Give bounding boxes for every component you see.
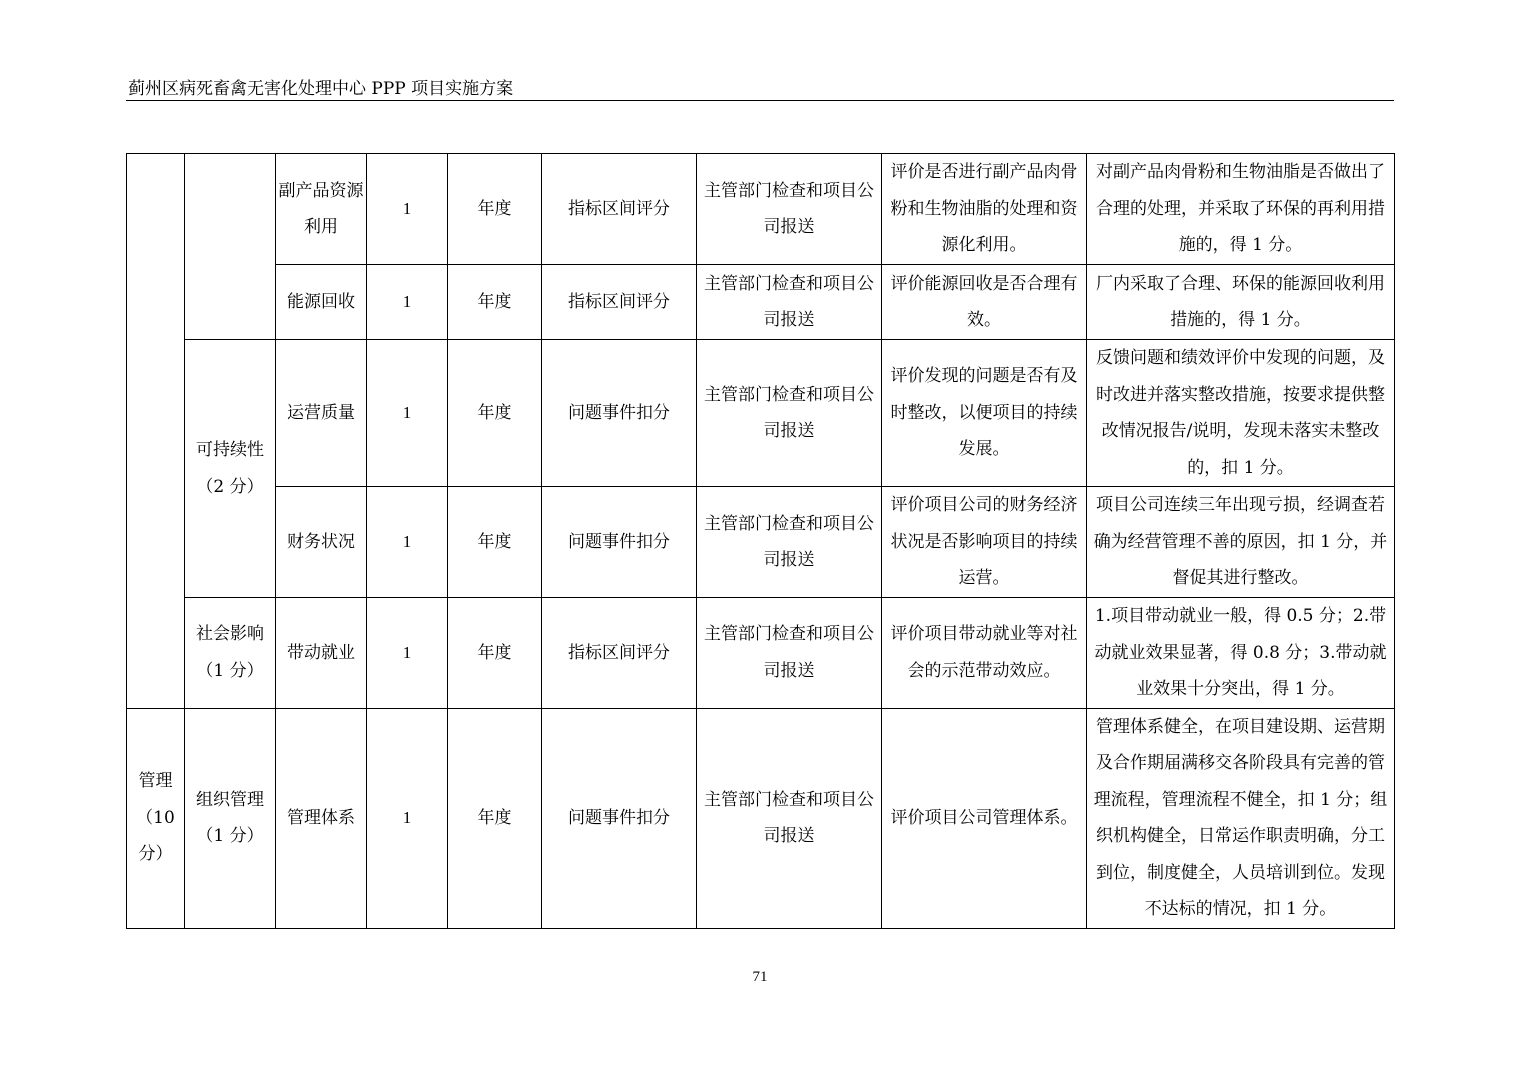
data-source-cell: 主管部门检查和项目公司报送 [697,265,882,340]
data-source-cell: 主管部门检查和项目公司报送 [697,154,882,265]
indicator-description-cell: 评价能源回收是否合理有效。 [882,265,1087,340]
data-source-cell: 主管部门检查和项目公司报送 [697,598,882,709]
primary-indicator-cell-empty [127,154,185,709]
secondary-indicator-cell: 社会影响（1 分） [185,598,276,709]
data-source-cell: 主管部门检查和项目公司报送 [697,340,882,487]
header-divider [126,100,1394,101]
scoring-criteria-cell: 对副产品肉骨粉和生物油脂是否做出了合理的处理，并采取了环保的再利用措施的，得 1 分。 [1087,154,1395,265]
scoring-method-cell: 指标区间评分 [542,265,697,340]
document-header-title: 蓟州区病死畜禽无害化处理中心 PPP 项目实施方案 [128,79,514,99]
scoring-method-cell: 问题事件扣分 [542,487,697,598]
scoring-method-cell: 指标区间评分 [542,154,697,265]
tertiary-indicator-cell: 副产品资源利用 [276,154,367,265]
frequency-cell: 年度 [448,598,542,709]
secondary-indicator-cell: 组织管理（1 分） [185,708,276,928]
weight-cell: 1 [367,154,448,265]
table-row [127,598,1395,709]
indicator-description-cell: 评价项目公司的财务经济状况是否影响项目的持续运营。 [882,487,1087,598]
table-row [127,708,1395,928]
tertiary-indicator-cell: 能源回收 [276,265,367,340]
scoring-criteria-cell: 管理体系健全，在项目建设期、运营期及合作期届满移交各阶段具有完善的管理流程，管理流程不健全，扣 1 分；组织机构健全，日常运作职责明确，分工到位，制度健全，人员培训到位。发现不达标的情况，扣 1 分。 [1087,708,1395,928]
scoring-method-cell: 问题事件扣分 [542,708,697,928]
primary-indicator-cell: 管理（10 分） [127,708,185,928]
table-row [127,487,1395,598]
weight-cell: 1 [367,487,448,598]
tertiary-indicator-cell: 管理体系 [276,708,367,928]
scoring-criteria-cell: 厂内采取了合理、环保的能源回收利用措施的，得 1 分。 [1087,265,1395,340]
performance-indicator-table [126,153,1395,929]
tertiary-indicator-cell: 财务状况 [276,487,367,598]
tertiary-indicator-cell: 运营质量 [276,340,367,487]
page-number: 71 [752,969,768,985]
scoring-criteria-cell: 反馈问题和绩效评价中发现的问题，及时改进并落实整改措施，按要求提供整改情况报告/说明，发现未落实未整改的，扣 1 分。 [1087,340,1395,487]
table-row [127,340,1395,487]
secondary-indicator-cell-empty [185,154,276,340]
frequency-cell: 年度 [448,340,542,487]
indicator-description-cell: 评价项目带动就业等对社会的示范带动效应。 [882,598,1087,709]
data-source-cell: 主管部门检查和项目公司报送 [697,708,882,928]
frequency-cell: 年度 [448,487,542,598]
indicator-description-cell: 评价发现的问题是否有及时整改，以便项目的持续发展。 [882,340,1087,487]
table-row [127,154,1395,265]
weight-cell: 1 [367,598,448,709]
frequency-cell: 年度 [448,154,542,265]
scoring-criteria-cell: 1.项目带动就业一般，得 0.5 分；2.带动就业效果显著，得 0.8 分；3.带动就业效果十分突出，得 1 分。 [1087,598,1395,709]
frequency-cell: 年度 [448,708,542,928]
scoring-method-cell: 指标区间评分 [542,598,697,709]
weight-cell: 1 [367,340,448,487]
secondary-indicator-cell: 可持续性（2 分） [185,340,276,598]
table-row [127,265,1395,340]
scoring-criteria-cell: 项目公司连续三年出现亏损，经调查若确为经营管理不善的原因，扣 1 分，并督促其进行整改。 [1087,487,1395,598]
weight-cell: 1 [367,708,448,928]
indicator-description-cell: 评价项目公司管理体系。 [882,708,1087,928]
tertiary-indicator-cell: 带动就业 [276,598,367,709]
scoring-method-cell: 问题事件扣分 [542,340,697,487]
weight-cell: 1 [367,265,448,340]
data-source-cell: 主管部门检查和项目公司报送 [697,487,882,598]
frequency-cell: 年度 [448,265,542,340]
indicator-description-cell: 评价是否进行副产品肉骨粉和生物油脂的处理和资源化利用。 [882,154,1087,265]
